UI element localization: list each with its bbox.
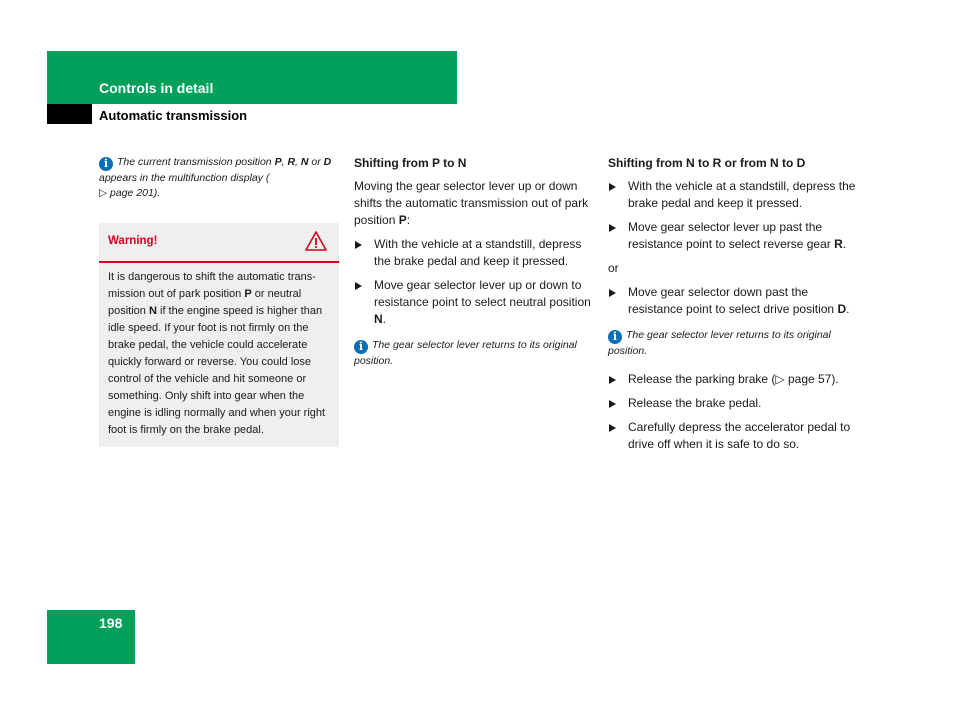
step-text: With the vehicle at a standstill, depress the brake pedal and keep it pressed. <box>628 179 856 210</box>
section-marker <box>47 104 92 124</box>
step-text: . <box>846 302 850 316</box>
step-text: Move gear selector lever up past the resistance point to select reverse gear <box>628 220 835 251</box>
info-text: The gear selector lever returns to its original position. <box>608 329 831 357</box>
info-text: The gear selector lever returns to its original position. <box>354 339 577 367</box>
info-text: or <box>308 156 324 168</box>
gear-r: R <box>287 156 296 168</box>
info-note-lever-returns <box>354 338 594 369</box>
step-text: Release the parking brake (▷ page 57). <box>628 372 839 386</box>
step-text: Move gear selector lever up or down to resistance point to select neutral position <box>374 278 591 309</box>
step-text: With the vehicle at a standstill, depress the brake pedal and keep it pressed. <box>374 237 582 268</box>
gear-p: P <box>244 288 252 300</box>
heading-n-to-r-or-d: Shifting from N to R or from N to D <box>608 156 806 170</box>
separator: , <box>295 156 301 168</box>
gear-d: D <box>837 302 847 316</box>
info-note-transmission-display <box>99 155 339 201</box>
step-text: Carefully depress the accelerator pedal to drive off when it is safe to do so. <box>628 420 851 451</box>
step-item <box>608 284 856 318</box>
info-icon: i <box>99 157 113 171</box>
gear-r: R <box>834 237 843 251</box>
bullet-arrow-icon <box>609 424 616 432</box>
gear-n: N <box>300 156 309 168</box>
separator: , <box>281 156 288 168</box>
step-item <box>354 236 594 270</box>
step-item <box>608 395 856 412</box>
bullet-arrow-icon <box>609 183 616 191</box>
warning-header <box>99 223 339 263</box>
gear-p: P <box>274 156 282 168</box>
info-icon: i <box>608 330 622 344</box>
gear-p: P <box>398 213 407 227</box>
warning-text-part: It is dangerous to shift the automatic trans-mission out of park position <box>108 271 316 300</box>
warning-label: Warning! <box>108 235 158 247</box>
intro-text: Moving the gear selector lever up or down shifts the automatic transmission out of park position <box>354 179 589 227</box>
warning-text <box>99 263 339 447</box>
bullet-arrow-icon <box>609 400 616 408</box>
step-item <box>608 219 856 253</box>
bullet-arrow-icon <box>609 289 616 297</box>
step-text: . <box>382 312 387 326</box>
gear-n: N <box>148 305 157 317</box>
intro-text: : <box>406 213 411 227</box>
bullet-arrow-icon <box>609 376 616 384</box>
warning-text-part: or neutral position <box>108 288 302 317</box>
page-reference: ▷ page 201). <box>99 187 161 199</box>
or-text: or <box>608 261 619 275</box>
bullet-arrow-icon <box>609 224 616 232</box>
intro-paragraph <box>354 178 594 229</box>
chapter-header-band <box>47 51 457 104</box>
column-left <box>99 155 339 447</box>
info-icon: i <box>354 340 368 354</box>
step-item <box>354 277 594 328</box>
heading-p-to-n: Shifting from P to N <box>354 156 467 170</box>
warning-text-part: if the engine speed is higher than idle speed. If your foot is not firmly on the brake pedal, the vehicle could accelerate quickly forward or reverse. You could lose control of the vehicle and hit someone or something. Only shift into gear when the engine is idling normally and when your right foot is firmly on the brake pedal. <box>108 305 326 436</box>
gear-d: D <box>323 156 332 168</box>
bullet-arrow-icon <box>355 282 362 290</box>
column-middle <box>354 155 594 381</box>
step-item <box>608 178 856 212</box>
column-right <box>608 155 856 460</box>
step-item <box>608 371 856 388</box>
page-number: 198 <box>99 615 123 631</box>
step-text: . <box>842 237 847 251</box>
info-note-lever-returns <box>608 328 856 359</box>
info-text: The current transmission position <box>117 156 275 168</box>
gear-n: N <box>374 312 383 326</box>
chapter-title: Controls in detail <box>99 80 214 96</box>
section-title: Automatic transmission <box>99 108 248 123</box>
warning-triangle-icon <box>305 231 327 251</box>
step-text: Move gear selector down past the resistance point to select drive position <box>628 285 838 316</box>
warning-box <box>99 223 339 447</box>
step-text: Release the brake pedal. <box>628 396 762 410</box>
info-text: appears in the multifunction display ( <box>99 172 270 184</box>
step-item <box>608 419 856 453</box>
bullet-arrow-icon <box>355 241 362 249</box>
